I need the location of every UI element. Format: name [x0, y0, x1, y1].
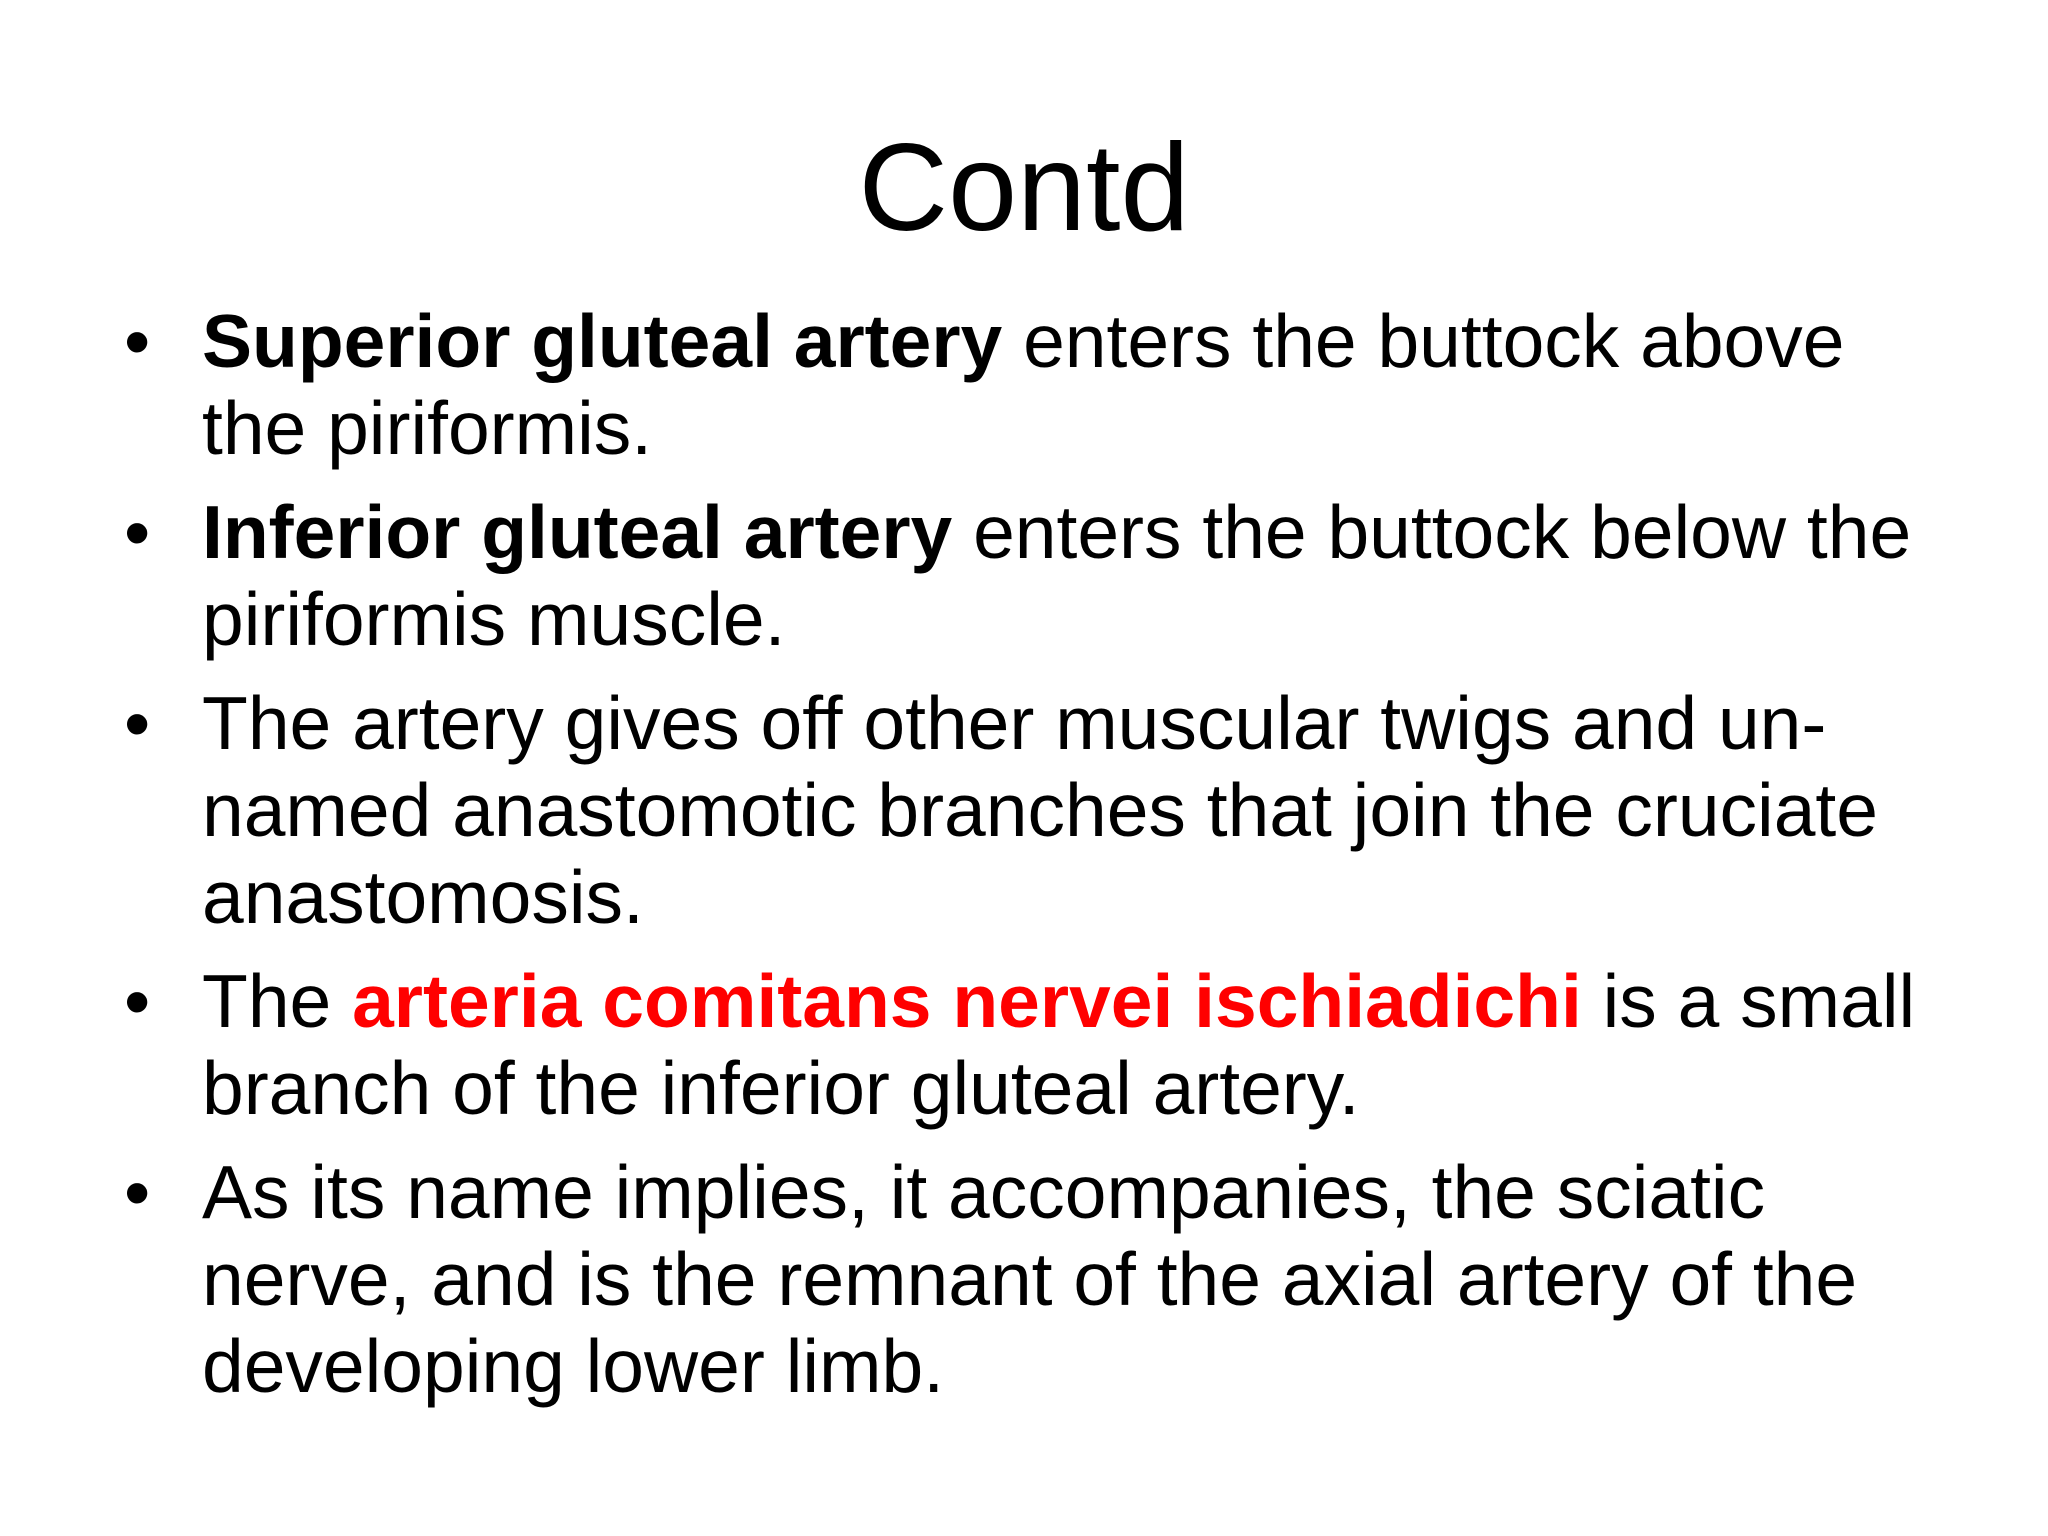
- highlighted-term: arteria comitans nervei ischiadichi: [352, 959, 1582, 1043]
- bullet-item-arteria-comitans: [120, 958, 1940, 1132]
- bullet-dot-icon: •: [124, 681, 151, 765]
- bullet-text: The artery gives off other muscular twigs and un-named anastomotic branches that join the cruciate anastomosis.: [202, 681, 1878, 939]
- bullet-bold-term: Inferior gluteal artery: [202, 490, 953, 574]
- bullet-bold-term: Superior gluteal artery: [202, 299, 1003, 383]
- bullet-text: As its name implies, it accompanies, the sciatic nerve, and is the remnant of the axial artery of the developing lower limb.: [202, 1150, 1858, 1408]
- bullet-dot-icon: •: [124, 959, 151, 1043]
- bullet-text: enters the buttock below the piriformis muscle.: [202, 490, 1912, 661]
- bullet-text: enters the buttock above the piriformis.: [202, 299, 1845, 470]
- bullet-text-pre: The: [202, 959, 353, 1043]
- bullet-item-inferior-gluteal: [120, 489, 1940, 663]
- bullet-text-post: is a small branch of the inferior gluteal artery.: [202, 959, 1916, 1130]
- bullet-dot-icon: •: [124, 1150, 151, 1234]
- bullet-dot-icon: •: [124, 490, 151, 574]
- bullet-list: [120, 298, 1940, 1427]
- bullet-item-superior-gluteal: [120, 298, 1940, 472]
- bullet-item-sciatic-nerve: [120, 1149, 1940, 1410]
- bullet-item-muscular-twigs: [120, 680, 1940, 941]
- slide-title: Contd: [858, 119, 1190, 257]
- bullet-dot-icon: •: [124, 299, 151, 383]
